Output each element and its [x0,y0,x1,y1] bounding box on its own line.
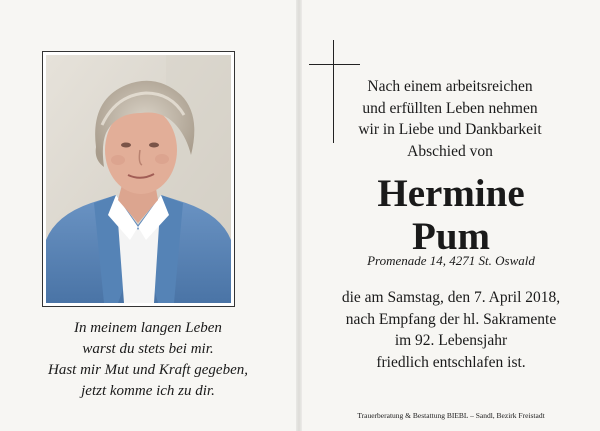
intro-line: Nach einem arbeitsreichen [367,78,533,95]
verse-line: In meinem langen Leben [74,320,222,336]
death-notice [302,287,600,373]
verse-line: warst du stets bei mir. [82,341,214,357]
verse-line: Hast mir Mut und Kraft gegeben, [48,362,248,378]
cross-icon-bar [309,64,360,65]
intro-text [330,76,570,162]
deceased-address: Promenade 14, 4271 St. Oswald [367,253,535,268]
death-line: die am Samstag, den 7. April 2018, [341,289,561,306]
funeral-home-footer: Trauerberatung & Bestattung BIEBL – Sandl, Bezirk Freistadt [357,411,545,420]
death-line: im 92. Lebensjahr [394,332,508,349]
intro-line: wir in Liebe und Dankbarkeit [358,121,542,138]
portrait-frame [42,51,235,307]
verse [0,318,296,402]
death-line: nach Empfang der hl. Sakramente [345,310,557,328]
verse-line: jetzt komme ich zu dir. [81,383,215,399]
portrait-photo [46,55,231,303]
last-name: Pum [412,215,490,258]
first-name: Hermine [377,172,525,215]
death-line: friedlich entschlafen ist. [376,353,526,371]
intro-line: Abschied von [407,142,493,160]
deceased-name [302,172,600,258]
intro-line: und erfüllten Leben nehmen [362,99,538,117]
